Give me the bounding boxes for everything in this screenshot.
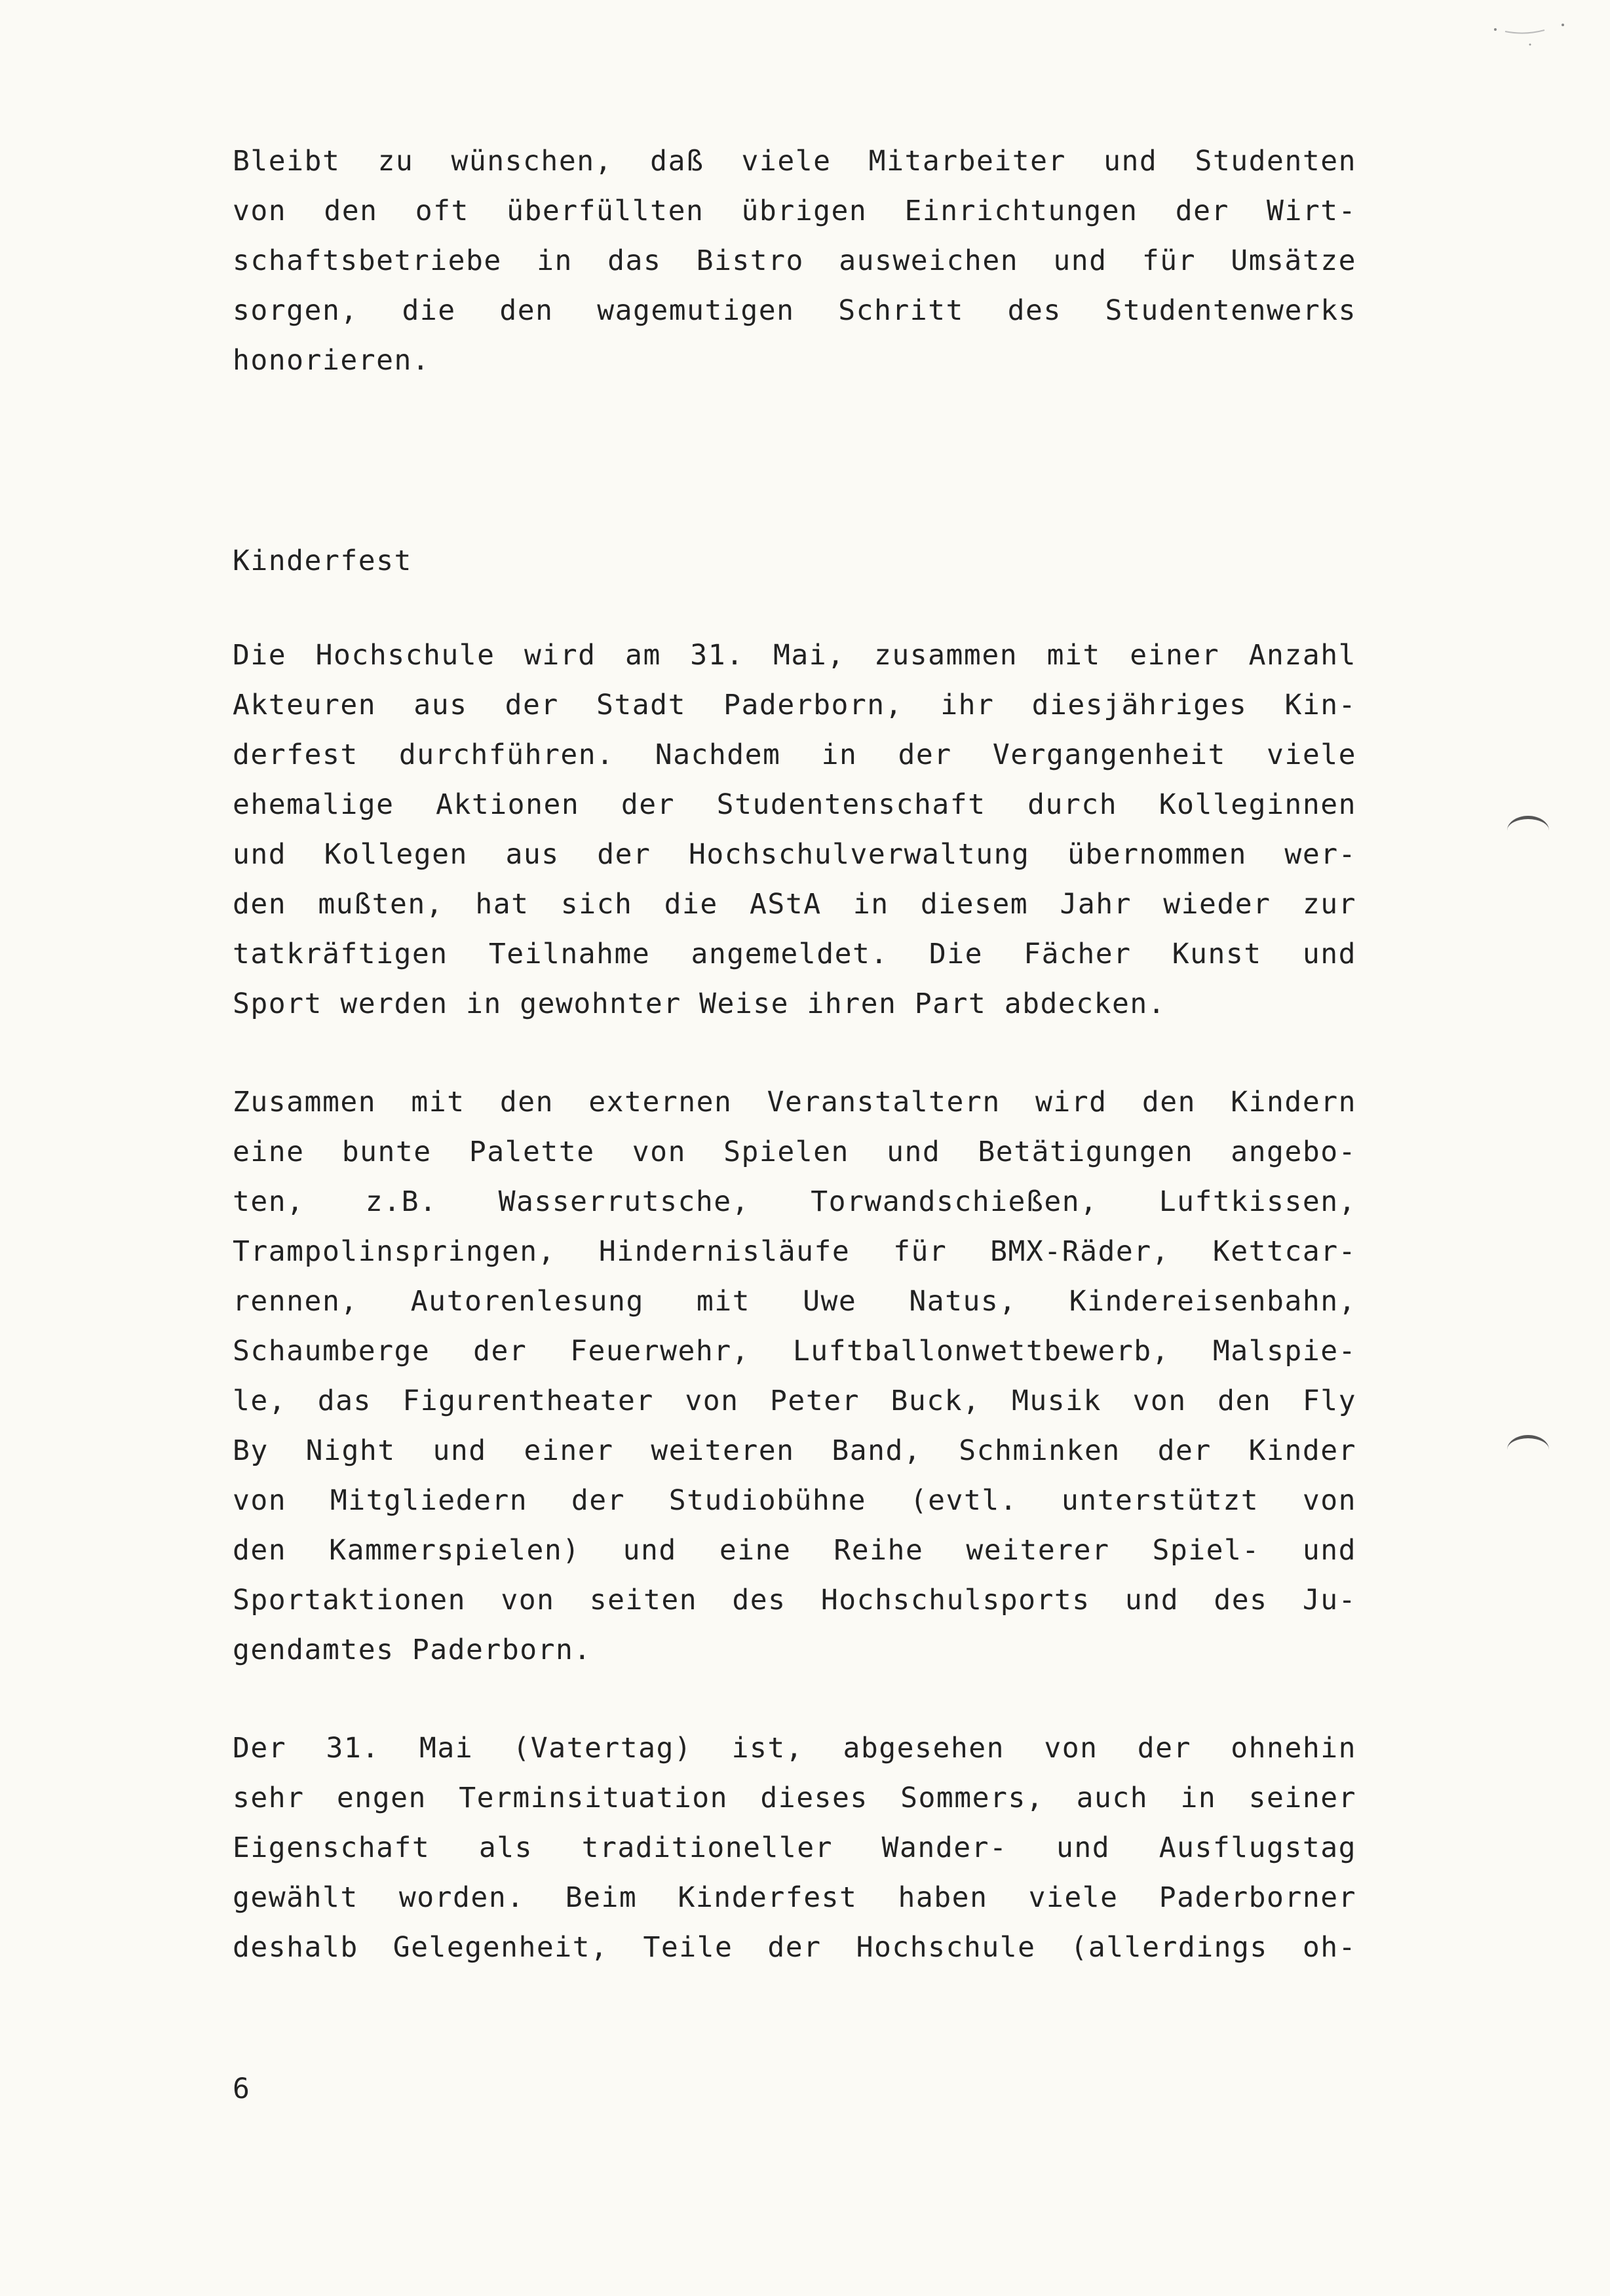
text-line: tatkräftigen Teilnahme angemeldet. Die Fächer Kunst und [233,938,1356,970]
scan-artifact-mark [1453,13,1584,52]
paragraph-kinderfest-intro [233,630,1356,1029]
paragraph-intro [233,136,1356,385]
text-line: Bleibt zu wünschen, daß viele Mitarbeiter und Studenten [233,145,1356,178]
text-line: und Kollegen aus der Hochschulverwaltung übernommen wer- [233,838,1356,871]
text-line: sorgen, die den wagemutigen Schritt des Studentenwerks [233,294,1356,327]
text-line: ehemalige Aktionen der Studentenschaft durch Kolleginnen [233,788,1356,821]
text-line: gewählt worden. Beim Kinderfest haben viele Paderborner [233,1881,1356,1914]
text-line: By Night und einer weiteren Band, Schminken der Kinder [233,1434,1356,1467]
text-line: deshalb Gelegenheit, Teile der Hochschule (allerdings oh- [233,1931,1356,1964]
text-line: Akteuren aus der Stadt Paderborn, ihr diesjähriges Kin- [233,689,1356,721]
text-line: Der 31. Mai (Vatertag) ist, abgesehen von der ohnehin [233,1732,1356,1765]
text-line: von den oft überfüllten übrigen Einrichtungen der Wirt- [233,195,1356,227]
text-line: den mußten, hat sich die AStA in diesem Jahr wieder zur [233,888,1356,921]
paragraph-activities [233,1077,1356,1675]
section-heading-container [233,536,1356,586]
punch-hole-icon [1507,816,1549,845]
text-line: rennen, Autorenlesung mit Uwe Natus, Kindereisenbahn, [233,1285,1356,1318]
page-number: 6 [233,2073,250,2105]
text-line: Sport werden in gewohnter Weise ihren Part abdecken. [233,987,1166,1020]
text-line: von Mitgliedern der Studiobühne (evtl. unterstützt von [233,1484,1356,1517]
text-line: Die Hochschule wird am 31. Mai, zusammen mit einer Anzahl [233,639,1356,672]
text-line: Schaumberge der Feuerwehr, Luftballonwettbewerb, Malspie- [233,1335,1356,1368]
text-line: le, das Figurentheater von Peter Buck, Musik von den Fly [233,1385,1356,1417]
text-line: Sportaktionen von seiten des Hochschulsports und des Ju- [233,1584,1356,1617]
paragraph-vatertag [233,1723,1356,1972]
text-line: Eigenschaft als traditioneller Wander- und Ausflugstag [233,1831,1356,1864]
text-line: Zusammen mit den externen Veranstaltern wird den Kindern [233,1086,1356,1119]
text-line: den Kammerspielen) und eine Reihe weiterer Spiel- und [233,1534,1356,1567]
text-line: Trampolinspringen, Hindernisläufe für BMX-Räder, Kettcar- [233,1235,1356,1268]
text-line: eine bunte Palette von Spielen und Betätigungen angebo- [233,1136,1356,1168]
section-heading: Kinderfest [233,545,412,577]
text-line: gendamtes Paderborn. [233,1634,592,1666]
text-line: schaftsbetriebe in das Bistro ausweichen und für Umsätze [233,244,1356,277]
text-line: derfest durchführen. Nachdem in der Vergangenheit viele [233,738,1356,771]
text-line: ten, z.B. Wasserrutsche, Torwandschießen, Luftkissen, [233,1185,1356,1218]
punch-hole-icon [1507,1435,1549,1464]
text-line: sehr engen Terminsituation dieses Sommers, auch in seiner [233,1782,1356,1814]
text-line: honorieren. [233,344,431,377]
